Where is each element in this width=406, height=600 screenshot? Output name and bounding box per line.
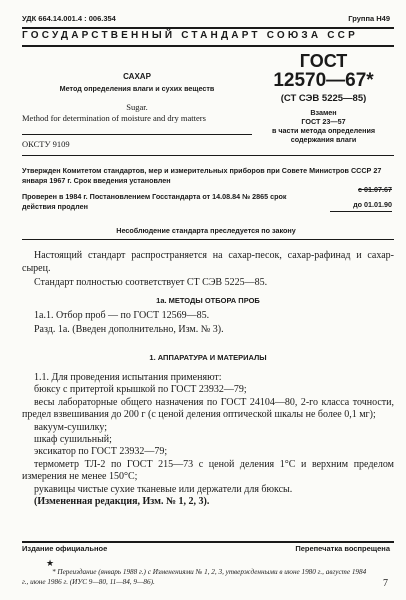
list-item: рукавицы чистые сухие тканевые или держатели для бюксы. [34,483,293,495]
introduction-date: с 01.07.67 [358,185,392,194]
okstu-code: ОКСТУ 9109 [22,139,70,149]
replace-detail: в части метода определения содержания влаги [271,126,376,144]
equipment-list [22,372,394,508]
scope-paragraph: Настоящий стандарт распространяется на сахар-песок, сахар-рафинад и сахар-сырец. [22,250,394,274]
amendment-note: (Измененная редакция, Изм. № 1, 2, 3). [34,496,210,508]
banner-rule [22,45,394,47]
approval-statement: Утвержден Комитетом стандартов, мер и измерительных приборов при Совете Министров СССР 27 января 1967 г. Срок введения установлен [22,166,382,185]
sampling-amendment: Разд. 1а. (Введен дополнительно, Изм. № 3). [34,324,224,335]
section-sampling-heading: 1а. МЕТОДЫ ОТБОРА ПРОБ [156,296,260,305]
list-item: 1.1. Для проведения испытания применяют: [34,372,222,383]
legal-notice: Несоблюдение стандарта преследуется по закону [116,226,296,235]
section-equipment-heading: 1. АППАРАТУРА И МАТЕРИАЛЫ [149,353,267,362]
replace-gost: ГОСТ 23—57 [301,117,346,126]
reissue-footnote: * Переиздание (январь 1988 г.) с Изменениями № 1, 2, 3, утвержденными в июне 1980 г., августе 1984 г., июне 1986 г. (ИУС 9—80, 11—84, 9—86). [22,568,367,586]
subtitle-russian: Метод определения влаги и сухих веществ [59,84,215,93]
gost-designation [256,52,391,106]
official-edition-label: Издание официальное [22,544,108,553]
list-item: вакуум-сушилку; [34,421,107,433]
list-item: эксикатор по ГОСТ 23932—79; [34,446,168,458]
star-icon: ★ [46,558,55,568]
date-rule [330,211,392,212]
title-english: Sugar. [126,102,148,112]
st-sev-reference: (СТ СЭВ 5225—85) [280,93,367,104]
list-item: бюксу с притертой крышкой по ГОСТ 23932—79; [34,384,247,396]
replace-label: Взамен [310,108,337,117]
okstu-rule [22,155,394,156]
state-standard-banner: ГОСУДАРСТВЕННЫЙ СТАНДАРТ СОЮЗА ССР [22,30,358,41]
title-rule [22,134,252,135]
notice-rule [22,239,394,240]
review-statement: Проверен в 1984 г. Постановлением Госстандарта от 14.08.84 № 2865 срок действия продлен [22,192,287,211]
page-number: 7 [383,578,388,589]
list-item: термометр ТЛ-2 по ГОСТ 215—73 с ценой деления 1°С и верхним пределом измерения не менее 150°С; [22,458,394,483]
subtitle-english: Method for determination of moisture and dry matters [22,113,206,123]
reprint-prohibited-label: Перепечатка воспрещена [295,544,390,553]
replacement-note [256,108,391,144]
top-rule [22,27,394,29]
title-russian: САХАР [123,72,151,81]
group-code: Группа Н49 [348,14,390,23]
udk-code: УДК 664.14.001.4 : 006.354 [22,14,116,23]
gost-word: ГОСТ [299,51,348,71]
gost-number: 12570—67* [273,70,374,91]
extension-date: до 01.01.90 [353,200,392,209]
sampling-clause: 1а.1. Отбор проб — по ГОСТ 12569—85. [34,310,210,321]
conformity-paragraph: Стандарт полностью соответствует СТ СЭВ 5225—85. [34,277,268,288]
list-item: шкаф сушильный; [34,434,112,446]
list-item: весы лабораторные общего назначения по ГОСТ 24104—80, 2-го класса точности, предел взвешивания до 200 г (с ценой деления оптической шкалы не более 0,1 мг); [22,396,394,421]
footer-rule [22,541,394,543]
